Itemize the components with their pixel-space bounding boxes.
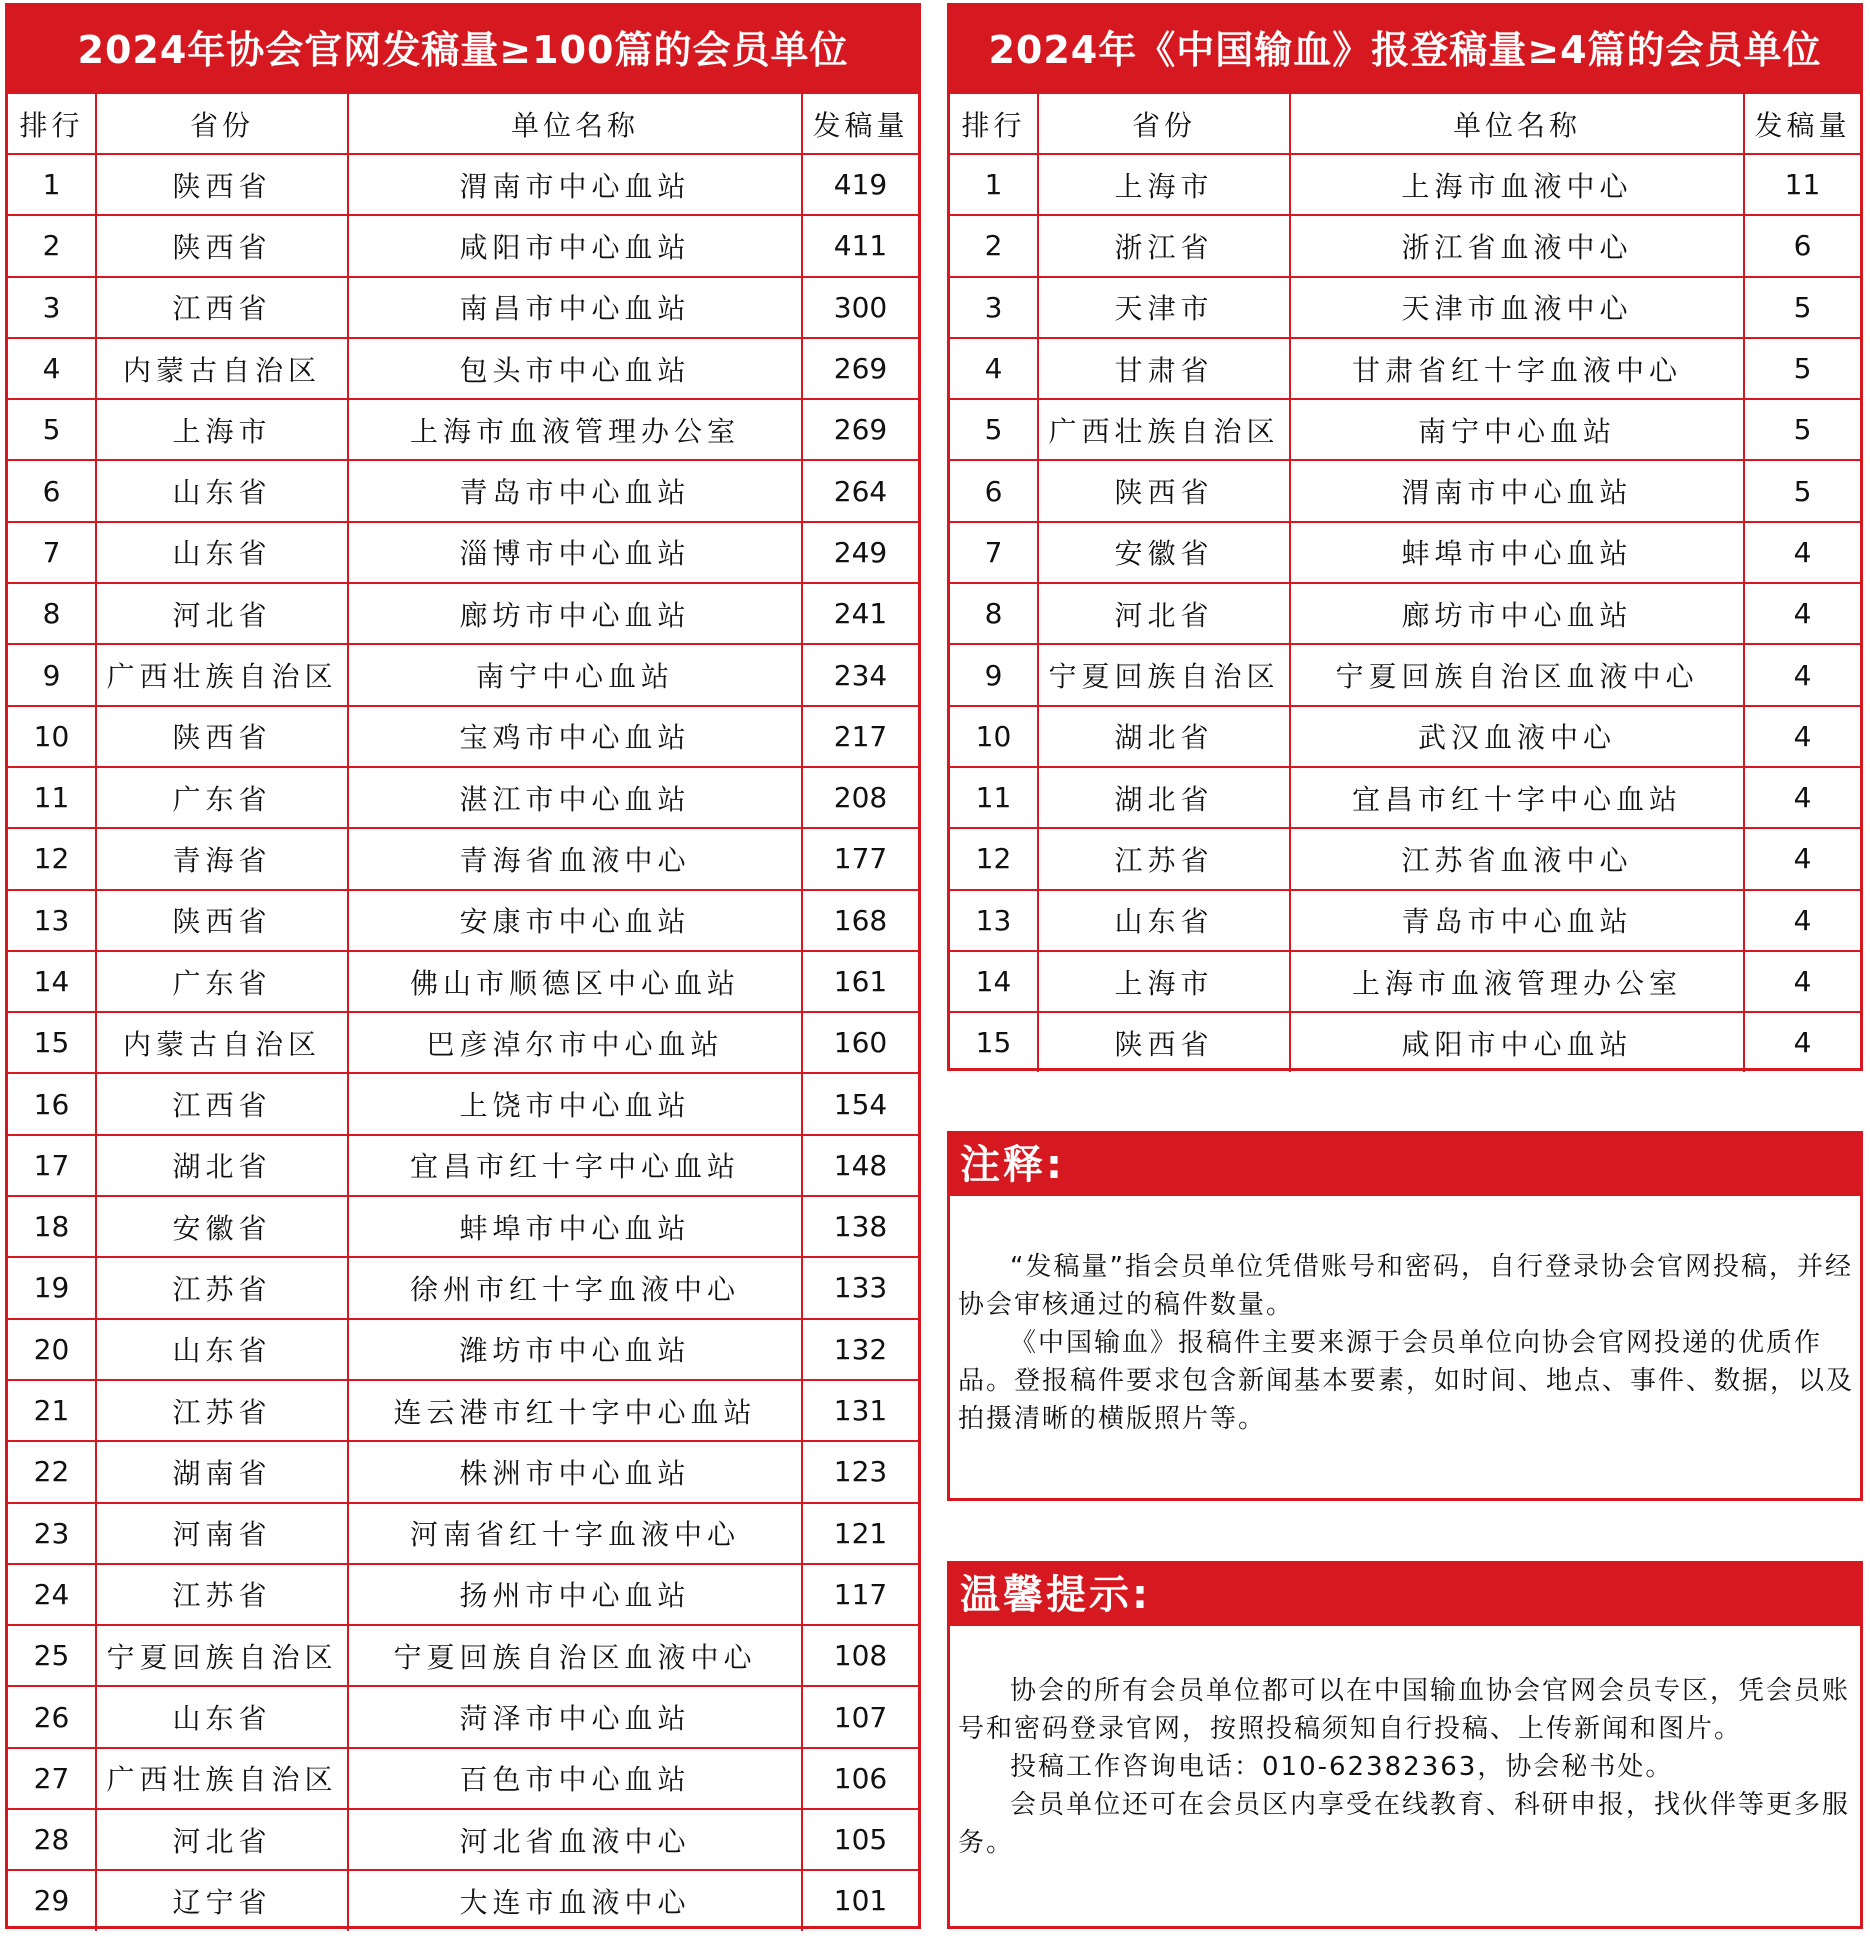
right-cell-count: 5 [1744, 338, 1860, 399]
notes-paragraph: “发稿量”指会员单位凭借账号和密码，自行登录协会官网投稿，并经协会审核通过的稿件数量。 [958, 1252, 1853, 1320]
left-cell-unit-name: 包头市中心血站 [348, 338, 802, 399]
left-cell-rank: 9 [8, 644, 96, 705]
left-cell-count: 160 [802, 1012, 918, 1073]
left-cell-unit-name: 咸阳市中心血站 [348, 215, 802, 276]
right-cell-unit-name: 廊坊市中心血站 [1290, 583, 1744, 644]
table-row [8, 1135, 918, 1196]
right-cell-unit-name: 青岛市中心血站 [1290, 890, 1744, 951]
left-cell-rank: 1 [8, 154, 96, 215]
right-cell-rank: 7 [950, 522, 1038, 583]
left-cell-unit-name: 河南省红十字血液中心 [348, 1503, 802, 1564]
right-cell-province: 广西壮族自治区 [1038, 399, 1290, 460]
left-cell-rank: 15 [8, 1012, 96, 1073]
left-cell-province: 广东省 [96, 951, 348, 1012]
table-row [8, 890, 918, 951]
left-cell-unit-name: 廊坊市中心血站 [348, 583, 802, 644]
tips-heading: 温馨提示: [950, 1564, 1860, 1626]
left-cell-rank: 29 [8, 1870, 96, 1930]
right-cell-count: 5 [1744, 399, 1860, 460]
right-cell-unit-name: 上海市血液中心 [1290, 154, 1744, 215]
right-cell-count: 4 [1744, 522, 1860, 583]
left-cell-unit-name: 青岛市中心血站 [348, 460, 802, 521]
right-cell-unit-name: 甘肃省红十字血液中心 [1290, 338, 1744, 399]
left-cell-rank: 21 [8, 1380, 96, 1441]
left-cell-unit-name: 佛山市顺德区中心血站 [348, 951, 802, 1012]
right-cell-rank: 15 [950, 1012, 1038, 1072]
right-cell-unit-name: 武汉血液中心 [1290, 706, 1744, 767]
left-ranking-table [8, 94, 918, 1931]
left-cell-rank: 20 [8, 1319, 96, 1380]
left-cell-rank: 27 [8, 1748, 96, 1809]
left-cell-rank: 26 [8, 1686, 96, 1747]
left-cell-rank: 24 [8, 1564, 96, 1625]
right-cell-province: 陕西省 [1038, 1012, 1290, 1072]
left-cell-count: 177 [802, 828, 918, 889]
right-cell-rank: 11 [950, 767, 1038, 828]
right-cell-rank: 8 [950, 583, 1038, 644]
left-cell-province: 山东省 [96, 522, 348, 583]
left-cell-province: 陕西省 [96, 706, 348, 767]
table-row [950, 522, 1860, 583]
left-cell-unit-name: 宁夏回族自治区血液中心 [348, 1625, 802, 1686]
right-table-body [950, 154, 1860, 1072]
left-cell-province: 江西省 [96, 1073, 348, 1134]
right-header-unit-name: 单位名称 [1290, 94, 1744, 154]
tips-paragraph: 会员单位还可在会员区内享受在线教育、科研申报，找伙伴等更多服务。 [958, 1790, 1851, 1858]
right-cell-unit-name: 宜昌市红十字中心血站 [1290, 767, 1744, 828]
left-cell-count: 148 [802, 1135, 918, 1196]
left-cell-count: 105 [802, 1809, 918, 1870]
left-cell-unit-name: 宝鸡市中心血站 [348, 706, 802, 767]
left-cell-province: 江苏省 [96, 1564, 348, 1625]
left-cell-unit-name: 渭南市中心血站 [348, 154, 802, 215]
table-row [8, 1380, 918, 1441]
notes-heading: 注释: [950, 1134, 1860, 1196]
left-cell-unit-name: 潍坊市中心血站 [348, 1319, 802, 1380]
left-header-unit-name: 单位名称 [348, 94, 802, 154]
left-cell-rank: 18 [8, 1196, 96, 1257]
table-row [8, 1564, 918, 1625]
left-cell-rank: 10 [8, 706, 96, 767]
table-row [8, 399, 918, 460]
left-cell-count: 107 [802, 1686, 918, 1747]
table-row [8, 277, 918, 338]
table-row [950, 1012, 1860, 1072]
left-cell-province: 山东省 [96, 460, 348, 521]
table-row [8, 1625, 918, 1686]
left-cell-unit-name: 大连市血液中心 [348, 1870, 802, 1930]
left-cell-unit-name: 连云港市红十字中心血站 [348, 1380, 802, 1441]
left-cell-province: 内蒙古自治区 [96, 1012, 348, 1073]
left-cell-count: 249 [802, 522, 918, 583]
table-row [950, 154, 1860, 215]
right-cell-count: 4 [1744, 583, 1860, 644]
table-row [8, 1073, 918, 1134]
left-cell-rank: 8 [8, 583, 96, 644]
left-cell-rank: 11 [8, 767, 96, 828]
left-cell-unit-name: 河北省血液中心 [348, 1809, 802, 1870]
left-cell-province: 河北省 [96, 583, 348, 644]
right-cell-province: 浙江省 [1038, 215, 1290, 276]
right-cell-rank: 10 [950, 706, 1038, 767]
left-cell-rank: 17 [8, 1135, 96, 1196]
right-header-province: 省份 [1038, 94, 1290, 154]
left-cell-count: 108 [802, 1625, 918, 1686]
left-cell-province: 河北省 [96, 1809, 348, 1870]
left-cell-unit-name: 淄博市中心血站 [348, 522, 802, 583]
left-cell-rank: 14 [8, 951, 96, 1012]
left-cell-count: 123 [802, 1441, 918, 1502]
right-header-count: 发稿量 [1744, 94, 1860, 154]
table-row [8, 767, 918, 828]
right-cell-province: 河北省 [1038, 583, 1290, 644]
right-cell-province: 甘肃省 [1038, 338, 1290, 399]
left-cell-unit-name: 宜昌市红十字中心血站 [348, 1135, 802, 1196]
table-row [8, 951, 918, 1012]
left-cell-unit-name: 湛江市中心血站 [348, 767, 802, 828]
right-cell-province: 安徽省 [1038, 522, 1290, 583]
right-cell-count: 4 [1744, 767, 1860, 828]
left-cell-count: 168 [802, 890, 918, 951]
right-cell-rank: 14 [950, 951, 1038, 1012]
table-row [950, 828, 1860, 889]
left-cell-province: 湖北省 [96, 1135, 348, 1196]
right-table-header [950, 94, 1860, 154]
notes-box [947, 1131, 1863, 1501]
left-cell-rank: 16 [8, 1073, 96, 1134]
right-cell-count: 6 [1744, 215, 1860, 276]
right-cell-count: 5 [1744, 277, 1860, 338]
left-cell-rank: 23 [8, 1503, 96, 1564]
left-cell-rank: 13 [8, 890, 96, 951]
table-row [950, 951, 1860, 1012]
left-cell-unit-name: 徐州市红十字血液中心 [348, 1257, 802, 1318]
left-cell-count: 106 [802, 1748, 918, 1809]
left-cell-province: 山东省 [96, 1686, 348, 1747]
right-cell-province: 湖北省 [1038, 767, 1290, 828]
table-row [8, 1809, 918, 1870]
right-cell-count: 11 [1744, 154, 1860, 215]
tips-box [947, 1561, 1863, 1929]
left-cell-count: 300 [802, 277, 918, 338]
right-cell-unit-name: 天津市血液中心 [1290, 277, 1744, 338]
left-table-body [8, 154, 918, 1931]
table-row [8, 154, 918, 215]
left-header-province: 省份 [96, 94, 348, 154]
table-row [950, 767, 1860, 828]
left-cell-unit-name: 菏泽市中心血站 [348, 1686, 802, 1747]
left-cell-unit-name: 南宁中心血站 [348, 644, 802, 705]
left-cell-unit-name: 南昌市中心血站 [348, 277, 802, 338]
left-cell-province: 陕西省 [96, 890, 348, 951]
right-ranking-table [950, 94, 1860, 1072]
left-cell-unit-name: 扬州市中心血站 [348, 1564, 802, 1625]
table-row [8, 583, 918, 644]
right-cell-province: 湖北省 [1038, 706, 1290, 767]
right-cell-unit-name: 咸阳市中心血站 [1290, 1012, 1744, 1072]
table-row [8, 1257, 918, 1318]
left-cell-province: 青海省 [96, 828, 348, 889]
left-cell-unit-name: 青海省血液中心 [348, 828, 802, 889]
right-cell-count: 4 [1744, 644, 1860, 705]
left-cell-unit-name: 株洲市中心血站 [348, 1441, 802, 1502]
left-cell-province: 上海市 [96, 399, 348, 460]
right-cell-rank: 13 [950, 890, 1038, 951]
table-row [950, 399, 1860, 460]
left-cell-unit-name: 百色市中心血站 [348, 1748, 802, 1809]
right-cell-rank: 9 [950, 644, 1038, 705]
left-cell-province: 陕西省 [96, 215, 348, 276]
right-cell-count: 4 [1744, 890, 1860, 951]
left-cell-province: 陕西省 [96, 154, 348, 215]
right-cell-rank: 3 [950, 277, 1038, 338]
right-cell-province: 江苏省 [1038, 828, 1290, 889]
right-cell-province: 山东省 [1038, 890, 1290, 951]
table-row [8, 338, 918, 399]
right-cell-count: 4 [1744, 706, 1860, 767]
left-cell-count: 234 [802, 644, 918, 705]
right-cell-province: 天津市 [1038, 277, 1290, 338]
table-row [950, 644, 1860, 705]
table-row [8, 522, 918, 583]
table-row [950, 583, 1860, 644]
right-cell-unit-name: 南宁中心血站 [1290, 399, 1744, 460]
right-cell-rank: 12 [950, 828, 1038, 889]
left-cell-count: 241 [802, 583, 918, 644]
right-cell-count: 5 [1744, 460, 1860, 521]
table-row [8, 1196, 918, 1257]
right-cell-rank: 6 [950, 460, 1038, 521]
table-row [8, 1012, 918, 1073]
left-cell-unit-name: 安康市中心血站 [348, 890, 802, 951]
right-cell-unit-name: 浙江省血液中心 [1290, 215, 1744, 276]
left-cell-rank: 2 [8, 215, 96, 276]
table-row [8, 644, 918, 705]
left-cell-rank: 22 [8, 1441, 96, 1502]
left-cell-unit-name: 上饶市中心血站 [348, 1073, 802, 1134]
left-cell-province: 内蒙古自治区 [96, 338, 348, 399]
right-cell-rank: 5 [950, 399, 1038, 460]
left-cell-rank: 3 [8, 277, 96, 338]
table-row [8, 1441, 918, 1502]
left-cell-count: 138 [802, 1196, 918, 1257]
left-cell-count: 269 [802, 338, 918, 399]
table-row [8, 1503, 918, 1564]
left-cell-province: 江苏省 [96, 1380, 348, 1441]
left-cell-unit-name: 上海市血液管理办公室 [348, 399, 802, 460]
table-row [950, 277, 1860, 338]
left-cell-province: 广西壮族自治区 [96, 1748, 348, 1809]
right-cell-count: 4 [1744, 951, 1860, 1012]
left-table-title: 2024年协会官网发稿量≥100篇的会员单位 [8, 6, 918, 94]
table-row [8, 706, 918, 767]
left-cell-rank: 25 [8, 1625, 96, 1686]
left-cell-province: 河南省 [96, 1503, 348, 1564]
table-row [8, 828, 918, 889]
left-table-header [8, 94, 918, 154]
left-cell-unit-name: 巴彦淖尔市中心血站 [348, 1012, 802, 1073]
left-cell-rank: 12 [8, 828, 96, 889]
left-cell-province: 广西壮族自治区 [96, 644, 348, 705]
left-cell-count: 161 [802, 951, 918, 1012]
left-cell-rank: 6 [8, 460, 96, 521]
table-row [8, 1319, 918, 1380]
left-cell-rank: 4 [8, 338, 96, 399]
left-cell-rank: 7 [8, 522, 96, 583]
left-cell-province: 江西省 [96, 277, 348, 338]
table-row [950, 338, 1860, 399]
left-cell-count: 154 [802, 1073, 918, 1134]
left-ranking-panel [5, 3, 921, 1929]
left-header-rank: 排行 [8, 94, 96, 154]
left-cell-count: 121 [802, 1503, 918, 1564]
left-cell-count: 133 [802, 1257, 918, 1318]
tips-body [950, 1626, 1860, 1862]
left-cell-province: 山东省 [96, 1319, 348, 1380]
right-cell-province: 上海市 [1038, 951, 1290, 1012]
right-cell-count: 4 [1744, 828, 1860, 889]
left-header-count: 发稿量 [802, 94, 918, 154]
right-cell-province: 陕西省 [1038, 460, 1290, 521]
table-row [950, 706, 1860, 767]
left-cell-count: 269 [802, 399, 918, 460]
left-cell-province: 安徽省 [96, 1196, 348, 1257]
table-row [8, 460, 918, 521]
left-cell-count: 117 [802, 1564, 918, 1625]
left-cell-rank: 28 [8, 1809, 96, 1870]
table-row [8, 1686, 918, 1747]
right-cell-province: 上海市 [1038, 154, 1290, 215]
table-row [950, 215, 1860, 276]
right-cell-rank: 1 [950, 154, 1038, 215]
left-cell-count: 131 [802, 1380, 918, 1441]
left-cell-count: 132 [802, 1319, 918, 1380]
right-header-rank: 排行 [950, 94, 1038, 154]
left-cell-count: 208 [802, 767, 918, 828]
left-cell-province: 江苏省 [96, 1257, 348, 1318]
right-cell-province: 宁夏回族自治区 [1038, 644, 1290, 705]
notes-body [950, 1196, 1860, 1438]
tips-paragraph: 投稿工作咨询电话：010-62382363，协会秘书处。 [1010, 1752, 1674, 1782]
left-cell-rank: 19 [8, 1257, 96, 1318]
table-row [950, 460, 1860, 521]
left-cell-rank: 5 [8, 399, 96, 460]
left-cell-province: 辽宁省 [96, 1870, 348, 1930]
left-cell-unit-name: 蚌埠市中心血站 [348, 1196, 802, 1257]
left-cell-count: 411 [802, 215, 918, 276]
notes-paragraph: 《中国输血》报稿件主要来源于会员单位向协会官网投递的优质作品。登报稿件要求包含新闻基本要素，如时间、地点、事件、数据，以及拍摄清晰的横版照片等。 [958, 1328, 1855, 1434]
table-row [8, 1748, 918, 1809]
right-cell-unit-name: 上海市血液管理办公室 [1290, 951, 1744, 1012]
tips-paragraph: 协会的所有会员单位都可以在中国输血协会官网会员专区，凭会员账号和密码登录官网，按照投稿须知自行投稿、上传新闻和图片。 [958, 1676, 1851, 1744]
right-cell-unit-name: 宁夏回族自治区血液中心 [1290, 644, 1744, 705]
left-cell-count: 101 [802, 1870, 918, 1930]
right-cell-rank: 4 [950, 338, 1038, 399]
right-cell-unit-name: 蚌埠市中心血站 [1290, 522, 1744, 583]
table-row [8, 215, 918, 276]
right-table-title: 2024年《中国输血》报登稿量≥4篇的会员单位 [950, 6, 1860, 94]
table-row [950, 890, 1860, 951]
right-cell-count: 4 [1744, 1012, 1860, 1072]
left-cell-count: 264 [802, 460, 918, 521]
table-row [8, 1870, 918, 1930]
right-cell-unit-name: 江苏省血液中心 [1290, 828, 1744, 889]
left-cell-province: 宁夏回族自治区 [96, 1625, 348, 1686]
right-cell-rank: 2 [950, 215, 1038, 276]
right-cell-unit-name: 渭南市中心血站 [1290, 460, 1744, 521]
left-cell-count: 217 [802, 706, 918, 767]
right-ranking-panel [947, 3, 1863, 1071]
left-cell-count: 419 [802, 154, 918, 215]
left-cell-province: 广东省 [96, 767, 348, 828]
left-cell-province: 湖南省 [96, 1441, 348, 1502]
